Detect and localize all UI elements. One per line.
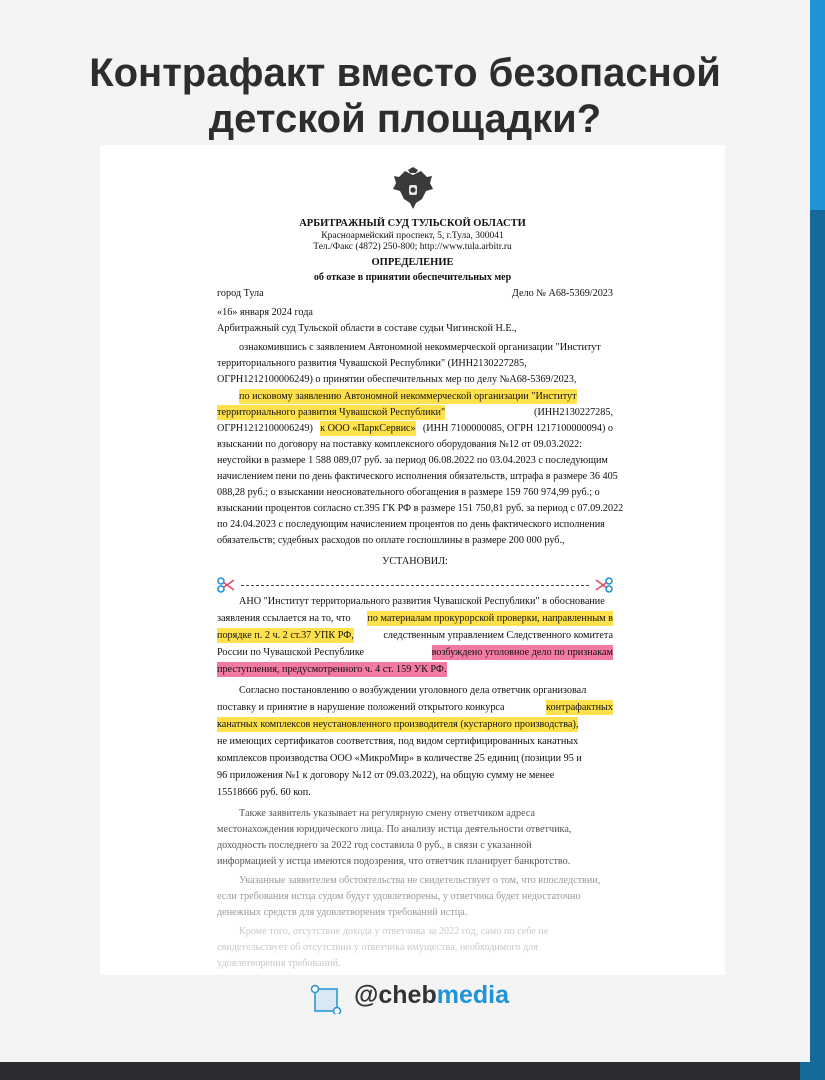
- p5-line: информацией у истца имеются подозрения, что ответчик планирует банкротство.: [217, 856, 571, 867]
- p1-line: ознакомившись с заявлением Автономной некоммерческой организации "Институт: [239, 342, 601, 353]
- court-address: Красноармейский проспект, 5, г.Тула, 300041: [321, 231, 504, 241]
- p5-line: доходность последнего за 2022 год составила 0 руб., в связи с указанной: [217, 840, 532, 851]
- coat-of-arms-icon: [390, 167, 436, 213]
- p7-line: Кроме того, отсутствие дохода у ответчика за 2022 год, само по себе не: [239, 926, 549, 937]
- p3-line: России по Чувашской Республике возбуждено уголовное дело по признакам: [217, 647, 613, 658]
- p2-line: [217, 389, 613, 404]
- p3-line: порядке п. 2 ч. 2 ст.37 УПК РФ, следственным управлением Следственного комитета: [217, 630, 613, 641]
- social-handle: @chebmedia: [354, 981, 509, 1009]
- headline-line-1: Контрафакт вместо безопасной: [89, 51, 721, 95]
- p4-line: Согласно постановлению о возбуждении уголовного дела ответчик организовал: [239, 685, 587, 696]
- document-title: ОПРЕДЕЛЕНИЕ: [371, 257, 454, 268]
- p2-line: ОГРН1212100006249) к ООО «ПаркСервис» (ИНН 7100000085, ОГРН 1217100000094) о: [217, 423, 613, 434]
- highlight-crime: преступления, предусмотренного ч. 4 ст. 159 УК РФ.: [217, 664, 447, 675]
- p2-line: взыскании по договору на поставку комплексного оборудования №12 от 09.03.2022:: [217, 439, 583, 450]
- p1-line: ОГРН1212100006249) о принятии обеспечительных мер по делу №А68-5369/2023,: [217, 374, 577, 385]
- pushpin-icon: [310, 984, 344, 1014]
- court-name: АРБИТРАЖНЫЙ СУД ТУЛЬСКОЙ ОБЛАСТИ: [299, 218, 526, 229]
- p4-line: поставку и принятие в нарушение положений открытого конкурса контрафактных: [217, 702, 613, 713]
- p6-line: Указанные заявителем обстоятельства не свидетельствует о том, что впоследствии,: [239, 875, 601, 886]
- p2-line: обязательств; судебных расходов по оплате госпошлины в размере 200 000 руб.,: [217, 535, 565, 546]
- p6-line: денежных средств для удовлетворения требований истца.: [217, 907, 468, 918]
- p4-line: 96 приложения №1 к договору №12 от 09.03.2022), на общую сумму не менее: [217, 770, 555, 781]
- highlight-counterfeit: контрафактных: [546, 702, 613, 713]
- p3-line: АНО "Институт территориального развития Чувашской Республики" в обоснование: [239, 596, 605, 607]
- headline-line-2: детской площадки?: [208, 97, 602, 141]
- p4-line: комплексов производства ООО «МикроМир» в количестве 25 единиц (позиции 95 и: [217, 753, 582, 764]
- scissors-icon: [217, 577, 235, 593]
- p2-line: по 24.04.2023 с последующим начислением процентов по день фактического исполнения: [217, 519, 605, 530]
- p1-line: территориального развития Чувашской Республики" (ИНН2130227285,: [217, 358, 527, 369]
- cut-line: [217, 577, 613, 593]
- p7-line: удовлетворения требований.: [217, 958, 341, 969]
- p2-line: взыскании процентов согласно ст.395 ГК РФ в размере 151 750,81 руб. за период с 07.09.2022: [217, 503, 624, 514]
- p3-line: заявления ссылается на то, что по материалам прокурорской проверки, направленным в: [217, 613, 613, 624]
- case-number: Дело № А68-5369/2023: [511, 288, 613, 299]
- highlight-claim: по исковому заявлению Автономной некоммерческой организации "Институт: [239, 391, 577, 402]
- p6-line: если требования истца судом будут удовлетворены, у ответчика будет недостаточно: [217, 891, 581, 902]
- city: город Тула: [217, 288, 264, 299]
- document-page: [100, 145, 725, 975]
- dashed-divider: [241, 585, 589, 586]
- p7-line: свидетельствует об отсутствии у ответчика имущества, необходимого для: [217, 942, 538, 953]
- p2-line: начислением пени по день фактического исполнения обязательств, штрафа в размере 36 405: [217, 471, 618, 482]
- footer-brand: [310, 978, 540, 1018]
- established-heading: УСТАНОВИЛ:: [382, 556, 448, 567]
- p4-line: 15518666 руб. 60 коп.: [217, 787, 311, 798]
- p3-line: [217, 662, 613, 677]
- highlight-rope-complexes: канатных комплексов неустановленного производителя (кустарного производства),: [217, 719, 579, 730]
- highlight-article: порядке п. 2 ч. 2 ст.37 УПК РФ,: [217, 630, 354, 641]
- highlight-claimant: территориального развития Чувашской Республики": [217, 407, 446, 418]
- intro-line: Арбитражный суд Тульской области в составе судьи Чигинской Н.Е.,: [217, 323, 517, 334]
- p2-line: территориального развития Чувашской Республики" (ИНН2130227285,: [217, 407, 613, 418]
- scissors-icon: [595, 577, 613, 593]
- highlight-defendant: к ООО «ПаркСервис»: [320, 423, 416, 434]
- p5-line: местонахождения юридического лица. По анализу истца деятельности ответчика,: [217, 824, 572, 835]
- p2-line: неустойки в размере 1 588 089,07 руб. за период 06.08.2022 по 03.04.2023 с последующим: [217, 455, 608, 466]
- court-phone: Тел./Факс (4872) 250-800; http://www.tula.arbitr.ru: [313, 242, 512, 252]
- document-subtitle: об отказе в принятии обеспечительных мер: [313, 272, 512, 283]
- p5-line: Также заявитель указывает на регулярную смену ответчиком адреса: [239, 808, 536, 819]
- decision-date: «16» января 2024 года: [217, 307, 313, 318]
- highlight-prosecutor-check: по материалам прокурорской проверки, направленным в: [367, 613, 613, 624]
- p2-line: 088,28 руб.; о взыскании неосновательного обогащения в размере 159 760 974,99 руб.; о: [217, 487, 600, 498]
- p4-line: [217, 717, 613, 732]
- city-case-row: [217, 286, 613, 301]
- p4-line: не имеющих сертификатов соответствия, под видом сертифицированных канатных: [217, 736, 579, 747]
- headline: [20, 50, 790, 142]
- highlight-criminal-case: возбуждено уголовное дело по признакам: [431, 647, 613, 658]
